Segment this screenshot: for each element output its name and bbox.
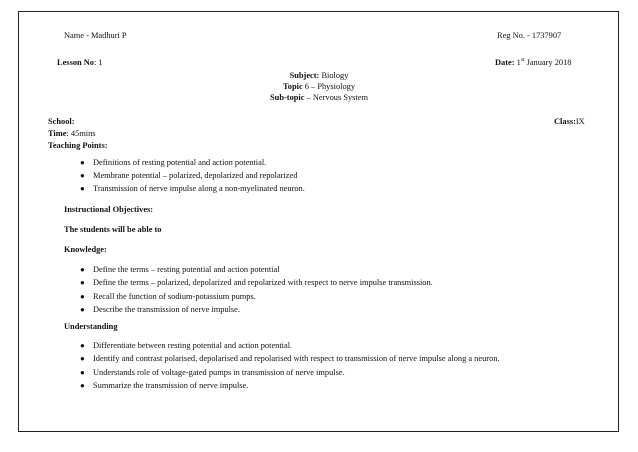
list-item: ● Membrane potential – polarized, depolarized and repolarized: [80, 171, 298, 180]
bullet-icon: ●: [80, 380, 85, 390]
teaching-points-list: [80, 158, 305, 197]
lesson-date: Date: 1st January 2018: [495, 57, 572, 67]
bullet-icon: ●: [80, 184, 85, 193]
registration-number: Reg No. - 1737907: [497, 31, 562, 40]
list-item: ● Transmission of nerve impulse along a non-myelinated neuron.: [80, 184, 305, 193]
students-able-line: The students will be able to: [64, 225, 162, 234]
school-label: School:: [48, 117, 75, 126]
topic-line: Topic 6 – Physiology: [282, 82, 356, 91]
list-item: ● Identify and contrast polarised, depolarised and repolarised with respect to transmission of nerve impulse along a neuron.: [80, 354, 500, 364]
list-item: ● Definitions of resting potential and action potential.: [80, 158, 267, 167]
bullet-icon: ●: [80, 354, 85, 364]
bullet-icon: ●: [80, 291, 85, 301]
instructional-objectives-heading: Instructional Objectives:: [64, 205, 154, 214]
lesson-number: Lesson No: 1: [57, 58, 103, 67]
subject-line: Subject: Biology: [289, 71, 349, 80]
subtopic-line: Sub-topic – Nervous System: [270, 93, 368, 102]
time-field: Time: 45mins: [48, 129, 96, 138]
knowledge-heading: Knowledge:: [64, 245, 107, 254]
list-item: ● Understands role of voltage-gated pumps in transmission of nerve impulse.: [80, 367, 345, 377]
list-item: ● Differentiate between resting potential and action potential.: [80, 341, 293, 350]
list-item: ● Recall the function of sodium-potassium pumps.: [80, 291, 256, 301]
class-field: Class:IX: [554, 117, 585, 126]
bullet-icon: ●: [80, 158, 85, 167]
list-item: ● Describe the transmission of nerve impulse.: [80, 304, 240, 314]
list-item: ● Summarize the transmission of nerve impulse.: [80, 380, 249, 390]
understanding-list: [80, 341, 500, 394]
teaching-points-heading: Teaching Points:: [48, 141, 108, 150]
bullet-icon: ●: [80, 171, 85, 180]
list-item: ● Define the terms – resting potential and action potential: [80, 265, 280, 274]
student-name: Name - Madhuri P: [64, 31, 127, 40]
knowledge-list: [80, 265, 433, 318]
understanding-heading: Understanding: [64, 322, 118, 331]
list-item: ● Define the terms – polarized, depolarized and repolarized with respect to nerve impulse transmission.: [80, 278, 433, 288]
bullet-icon: ●: [80, 304, 85, 314]
bullet-icon: ●: [80, 341, 85, 350]
bullet-icon: ●: [80, 278, 85, 288]
bullet-icon: ●: [80, 265, 85, 274]
bullet-icon: ●: [80, 367, 85, 377]
